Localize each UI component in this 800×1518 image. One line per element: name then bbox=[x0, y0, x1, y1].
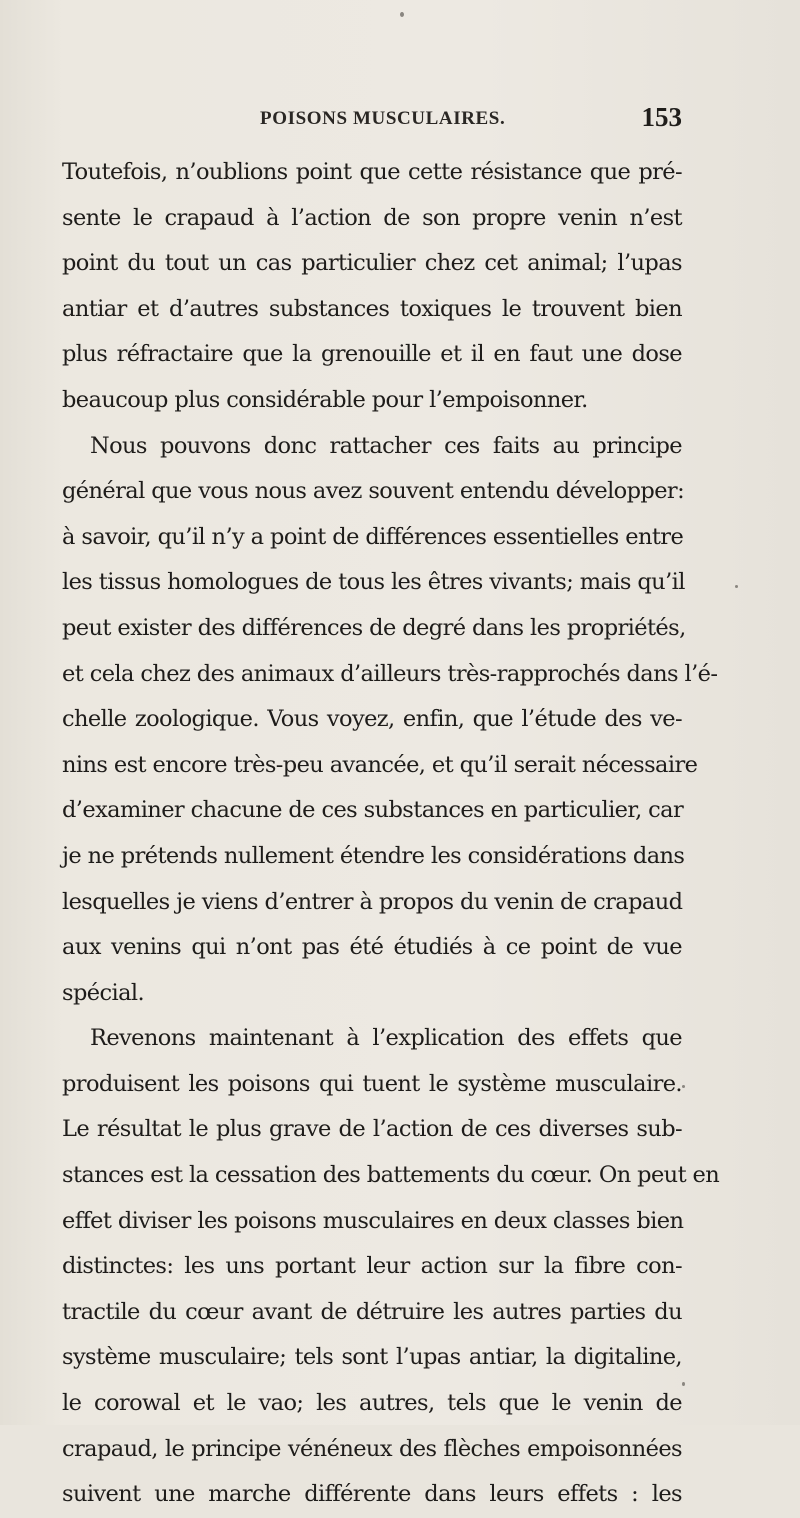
text-line: produisent les poisons qui tuent le système musculaire. bbox=[62, 1070, 682, 1097]
text-line: spécial. bbox=[62, 979, 145, 1006]
text-line: Nous pouvons donc rattacher ces faits au principe bbox=[90, 432, 682, 459]
text-line: distinctes: les uns portant leur action sur la fibre con- bbox=[62, 1253, 682, 1280]
text-line: point du tout un cas particulier chez cet animal; l’upas bbox=[62, 250, 682, 277]
text-line: antiar et d’autres substances toxiques le trouvent bien bbox=[62, 295, 682, 322]
text-line: les tissus homologues de tous les êtres vivants; mais qu’il bbox=[62, 569, 685, 596]
text-line: chelle zoologique. Vous voyez, enfin, que l’étude des ve- bbox=[62, 706, 682, 733]
text-line: beaucoup plus considérable pour l’empoisonner. bbox=[62, 386, 588, 413]
text-line: peut exister des différences de degré dans les propriétés, bbox=[62, 614, 686, 641]
paper-speck bbox=[735, 585, 738, 588]
text-line: et cela chez des animaux d’ailleurs très-rapprochés dans l’é- bbox=[62, 660, 718, 687]
text-line: système musculaire; tels sont l’upas antiar, la digitaline, bbox=[62, 1344, 682, 1371]
text-line: le corowal et le vao; les autres, tels que le venin de bbox=[62, 1390, 682, 1417]
text-line: nins est encore très-peu avancée, et qu’il serait nécessaire bbox=[62, 751, 698, 778]
text-line: stances est la cessation des battements du cœur. On peut en bbox=[62, 1162, 720, 1189]
text-line: Revenons maintenant à l’explication des effets que bbox=[90, 1025, 682, 1052]
page-number: 153 bbox=[641, 102, 682, 132]
text-line: suivent une marche différente dans leurs effets : les bbox=[62, 1481, 682, 1508]
running-head: POISONS MUSCULAIRES. bbox=[260, 108, 506, 129]
text-line: Le résultat le plus grave de l’action de ces diverses sub- bbox=[62, 1116, 682, 1143]
text-line: sente le crapaud à l’action de son propre venin n’est bbox=[62, 204, 682, 231]
text-line: effet diviser les poisons musculaires en deux classes bien bbox=[62, 1207, 684, 1234]
paper-speck bbox=[400, 12, 404, 17]
text-line: à savoir, qu’il n’y a point de différences essentielles entre bbox=[62, 523, 684, 550]
body-text bbox=[62, 150, 720, 1518]
text-line: crapaud, le principe vénéneux des flèches empoisonnées bbox=[62, 1435, 682, 1462]
paper-speck bbox=[682, 1085, 685, 1088]
text-line: lesquelles je viens d’entrer à propos du venin de crapaud bbox=[62, 888, 683, 915]
text-line: Toutefois, n’oublions point que cette résistance que pré- bbox=[62, 159, 682, 185]
text-line: je ne prétends nullement étendre les considérations dans bbox=[62, 842, 685, 869]
text-line: plus réfractaire que la grenouille et il en faut une dose bbox=[62, 341, 682, 368]
text-line: aux venins qui n’ont pas été étudiés à ce point de vue bbox=[62, 934, 682, 961]
text-line: tractile du cœur avant de détruire les autres parties du bbox=[62, 1298, 682, 1325]
text-line: d’examiner chacune de ces substances en particulier, car bbox=[62, 797, 684, 824]
text-line: général que vous nous avez souvent entendu développer: bbox=[62, 478, 685, 505]
paper-speck bbox=[682, 1382, 685, 1386]
page-header bbox=[62, 102, 682, 142]
